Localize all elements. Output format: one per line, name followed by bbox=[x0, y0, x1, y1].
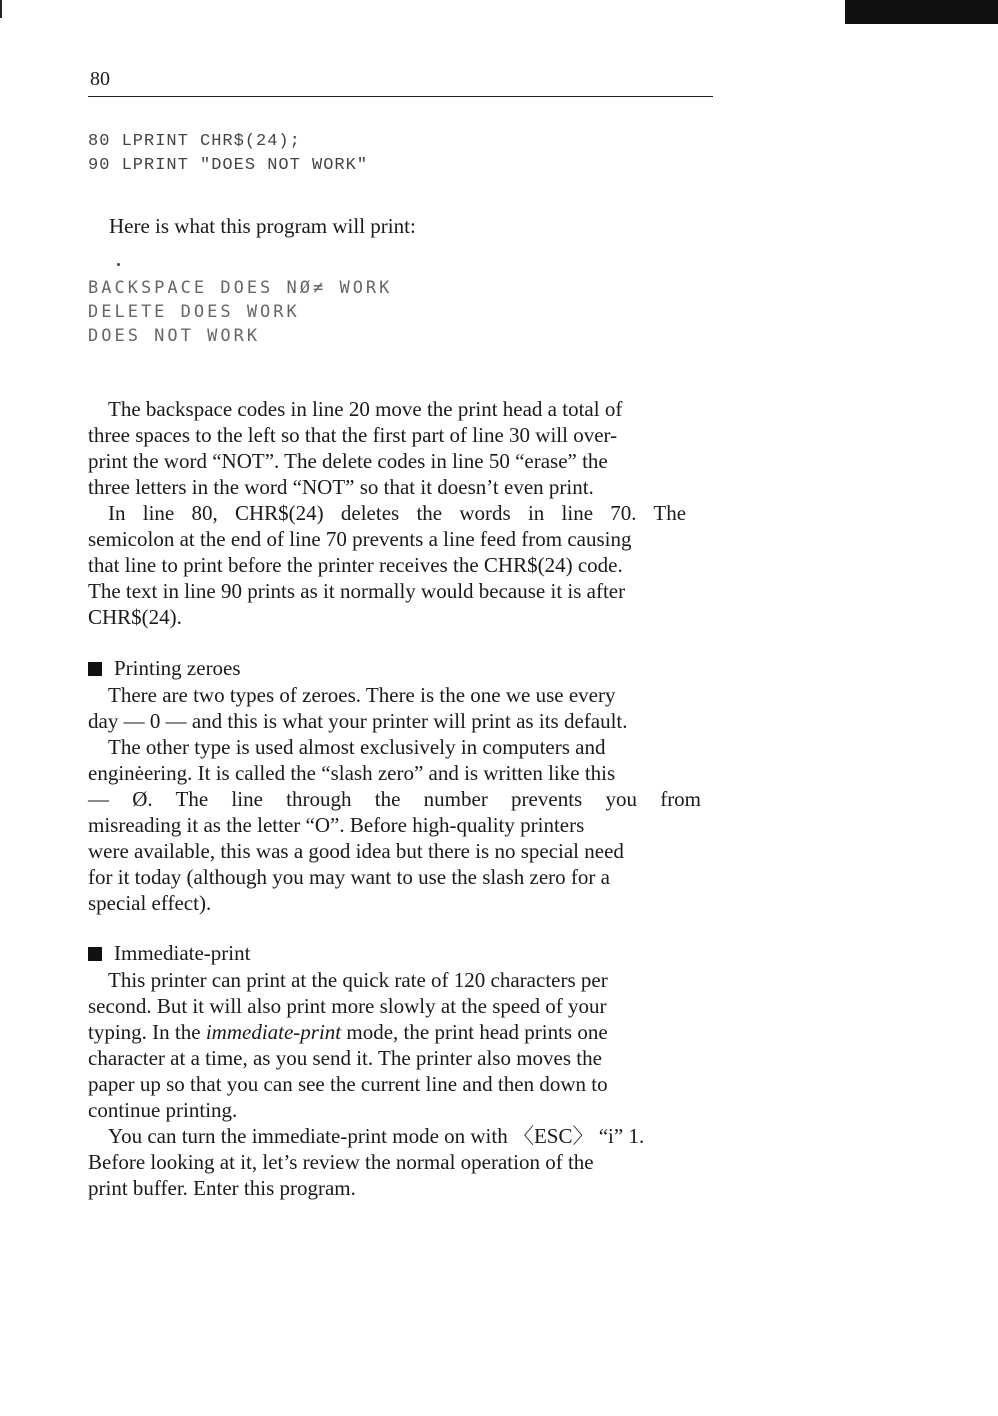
text-line: character at a time, as you send it. The printer also moves the bbox=[88, 1046, 602, 1070]
paragraph-backspace bbox=[88, 396, 708, 500]
scan-edge-bar bbox=[845, 0, 998, 24]
text-line: continue printing. bbox=[88, 1098, 238, 1122]
text-line: misreading it as the letter “O”. Before high-quality printers bbox=[88, 813, 585, 837]
text-line: CHR$(24). bbox=[88, 605, 182, 629]
text-line: three letters in the word “NOT” so that it doesn’t even print. bbox=[88, 475, 594, 499]
section-heading-immediate-print bbox=[88, 941, 250, 966]
text-run: typing. In the bbox=[88, 1020, 206, 1044]
printout-sample bbox=[88, 276, 392, 348]
text-line: In line 80, CHR$(24) deletes the words in line 70. The bbox=[108, 501, 687, 525]
header-rule bbox=[88, 96, 713, 97]
paragraph-chr24 bbox=[88, 500, 708, 630]
text-line: You can turn the immediate-print mode on with 〈ESC〉 “i” 1. bbox=[108, 1124, 645, 1148]
square-bullet-icon bbox=[88, 947, 102, 961]
text-line: The other type is used almost exclusively in computers and bbox=[108, 735, 606, 759]
text-line: enginėering. It is called the “slash zero” and is written like this bbox=[88, 761, 616, 785]
text-line bbox=[88, 1019, 708, 1045]
text-line: second. But it will also print more slowly at the speed of your bbox=[88, 994, 607, 1018]
code-line: 90 LPRINT "DOES NOT WORK" bbox=[88, 156, 369, 175]
paragraph-slash-zero bbox=[88, 734, 708, 916]
text-line: special effect). bbox=[88, 891, 212, 915]
text-line: semicolon at the end of line 70 prevents a line feed from causing bbox=[88, 527, 632, 551]
paragraph-esc-i bbox=[88, 1123, 708, 1201]
text-line: Before looking at it, let’s review the normal operation of the bbox=[88, 1150, 594, 1174]
text-line: day — 0 — and this is what your printer will print as its default. bbox=[88, 709, 628, 733]
square-bullet-icon bbox=[88, 662, 102, 676]
intro-text: Here is what this program will print: bbox=[109, 214, 416, 238]
code-listing bbox=[88, 130, 368, 178]
page-number: 80 bbox=[90, 68, 110, 90]
printout-line: BACKSPACE DOES NØ≠ WORK bbox=[88, 278, 393, 298]
text-line: The text in line 90 prints as it normally would because it is after bbox=[88, 579, 626, 603]
heading-label: Printing zeroes bbox=[114, 656, 241, 680]
text-line: print the word “NOT”. The delete codes in line 50 “erase” the bbox=[88, 449, 608, 473]
text-line: This printer can print at the quick rate of 120 characters per bbox=[108, 968, 608, 992]
text-line: three spaces to the left so that the first part of line 30 will over- bbox=[88, 423, 618, 447]
text-line: that line to print before the printer receives the CHR$(24) code. bbox=[88, 553, 623, 577]
scan-edge-mark bbox=[0, 0, 2, 18]
text-line: The backspace codes in line 20 move the print head a total of bbox=[108, 397, 623, 421]
print-speck bbox=[117, 263, 120, 266]
emphasis-term: immediate-print bbox=[205, 1020, 342, 1044]
code-line: 80 LPRINT CHR$(24); bbox=[88, 132, 301, 151]
text-line: — Ø. The line through the number prevents you from bbox=[88, 787, 702, 811]
paragraph-zero-types bbox=[88, 682, 708, 734]
heading-label: Immediate-print bbox=[114, 941, 251, 965]
text-run: mode, the print head prints one bbox=[341, 1020, 608, 1044]
paragraph-immediate-print bbox=[88, 967, 708, 1123]
text-line: paper up so that you can see the current line and then down to bbox=[88, 1072, 608, 1096]
text-line: for it today (although you may want to use the slash zero for a bbox=[88, 865, 610, 889]
section-heading-printing-zeroes bbox=[88, 656, 241, 681]
printout-line: DOES NOT WORK bbox=[88, 326, 261, 346]
printout-line: DELETE DOES WORK bbox=[88, 302, 300, 322]
text-line: print buffer. Enter this program. bbox=[88, 1176, 356, 1200]
text-line: were available, this was a good idea but there is no special need bbox=[88, 839, 624, 863]
text-line: There are two types of zeroes. There is the one we use every bbox=[108, 683, 616, 707]
